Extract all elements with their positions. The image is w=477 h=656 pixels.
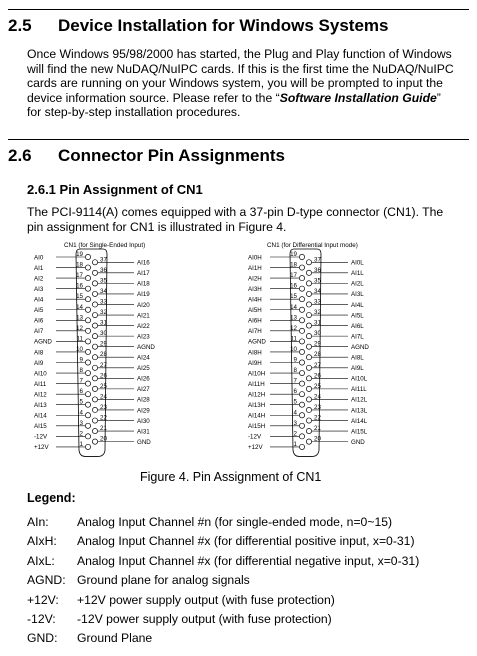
- pin-contact: [306, 270, 311, 275]
- pin-signal-label: AI27: [137, 386, 150, 394]
- legend-description: Ground plane for analog signals: [77, 573, 250, 588]
- pin-number: 24: [314, 393, 321, 401]
- section-number: 2.6: [8, 146, 32, 165]
- pin-contact: [306, 291, 311, 296]
- pin-signal-label: AI20: [137, 301, 150, 309]
- pin-signal-label: AI9L: [351, 365, 364, 373]
- pin-contact: [92, 418, 97, 423]
- legend-term: AIxH:: [27, 534, 57, 549]
- pin-contact: [85, 434, 90, 439]
- pin-number: 9: [79, 356, 83, 364]
- pin-contact: [85, 402, 90, 407]
- pin-contact: [92, 291, 97, 296]
- pin-number: 25: [314, 382, 321, 390]
- pin-signal-label: AI7: [34, 328, 44, 336]
- pin-signal-label: AI8: [34, 349, 44, 357]
- legend-term: AGND:: [27, 573, 66, 588]
- section-title: Device Installation for Windows Systems: [58, 16, 389, 35]
- pin-contact: [306, 323, 311, 328]
- pin-contact: [306, 365, 311, 370]
- pin-signal-label: AI22: [137, 322, 150, 330]
- pin-number: 10: [290, 345, 297, 353]
- pin-signal-label: AI10H: [248, 370, 266, 378]
- right-connector-caption: CN1 (for Differential Input mode): [267, 242, 358, 249]
- pin-signal-label: AI1: [34, 264, 44, 272]
- pin-signal-label: AI14L: [351, 417, 368, 425]
- pin-signal-label: AI2: [34, 275, 44, 283]
- pin-signal-label: AI15: [34, 423, 47, 431]
- connector-single-ended: [34, 249, 155, 456]
- pin-signal-label: AI5: [34, 307, 44, 315]
- pin-signal-label: AGND: [248, 338, 266, 346]
- pin-number: 7: [293, 377, 297, 385]
- pin-contact: [299, 444, 304, 449]
- pin-contact: [85, 265, 90, 270]
- pin-signal-label: AI11: [34, 380, 47, 388]
- pin-number: 9: [293, 356, 297, 364]
- pin-number: 7: [79, 377, 83, 385]
- pin-signal-label: GND: [137, 438, 151, 446]
- pin-contact: [306, 355, 311, 360]
- pin-number: 30: [314, 330, 321, 338]
- pin-number: 36: [314, 266, 321, 274]
- pin-contact: [85, 286, 90, 291]
- pin-contact: [92, 428, 97, 433]
- pin-contact: [306, 386, 311, 391]
- pin-signal-label: AI17: [137, 270, 150, 278]
- pin-signal-label: AI0L: [351, 259, 364, 267]
- legend-description: +12V power supply output (with fuse protection): [77, 592, 335, 607]
- pin-number: 2: [293, 430, 297, 438]
- pin-signal-label: AI23: [137, 333, 150, 341]
- pin-number: 27: [314, 361, 321, 369]
- pin-signal-label: AI2L: [351, 280, 364, 288]
- pin-contact: [85, 444, 90, 449]
- pin-contact: [306, 260, 311, 265]
- pin-signal-label: AI6L: [351, 322, 364, 330]
- legend-description: Analog Input Channel #x (for differential negative input, x=0-31): [77, 553, 420, 568]
- pin-signal-label: AI9H: [248, 359, 262, 367]
- pin-number: 27: [100, 361, 107, 369]
- pin-contact: [299, 381, 304, 386]
- pin-number: 18: [76, 261, 83, 269]
- pin-number: 11: [290, 335, 297, 343]
- section-2-6-heading: [8, 146, 285, 166]
- legend-description: Analog Input Channel #n (for single-ended mode, n=0~15): [77, 515, 393, 529]
- pin-number: 12: [76, 324, 83, 332]
- pin-contact: [306, 376, 311, 381]
- pin-contact: [92, 323, 97, 328]
- pin-signal-label: AI30: [137, 417, 150, 425]
- pin-contact: [92, 397, 97, 402]
- pin-contact: [299, 276, 304, 281]
- pin-contact: [92, 334, 97, 339]
- pin-signal-label: AI21: [137, 312, 150, 320]
- pin-signal-label: AGND: [351, 343, 369, 351]
- pin-signal-label: AI4: [34, 296, 44, 304]
- pin-signal-label: AI7L: [351, 333, 364, 341]
- pin-signal-label: AI3L: [351, 291, 364, 299]
- pin-contact: [92, 439, 97, 444]
- pin-contact: [299, 370, 304, 375]
- pin-number: 1: [79, 440, 83, 448]
- pin-number: 32: [100, 309, 107, 317]
- pin-signal-label: AI24: [137, 354, 150, 362]
- pin-number: 15: [76, 293, 83, 301]
- pin-signal-label: AI31: [137, 428, 150, 436]
- pin-number: 14: [76, 303, 83, 311]
- pin-signal-label: AI7H: [248, 328, 262, 336]
- pin-contact: [306, 334, 311, 339]
- pin-signal-label: AI26: [137, 375, 150, 383]
- pin-number: 26: [100, 372, 107, 380]
- pin-signal-label: AI3: [34, 285, 44, 293]
- pin-signal-label: AI14: [34, 412, 47, 420]
- paragraph-text: ”: [436, 90, 441, 105]
- pin-signal-label: -12V: [34, 433, 48, 441]
- pin-contact: [85, 318, 90, 323]
- pin-signal-label: AI25: [137, 365, 150, 373]
- pin-contact: [85, 370, 90, 375]
- pin-number: 20: [100, 435, 107, 443]
- pin-signal-label: -12V: [248, 433, 262, 441]
- pin-contact: [92, 376, 97, 381]
- pin-contact: [299, 392, 304, 397]
- pin-signal-label: AI6H: [248, 317, 262, 325]
- pin-number: 2: [79, 430, 83, 438]
- pin-number: 14: [290, 303, 297, 311]
- pin-contact: [299, 328, 304, 333]
- pin-signal-label: AI15L: [351, 428, 368, 436]
- pin-contact: [92, 365, 97, 370]
- figure-caption: Figure 4. Pin Assignment of CN1: [140, 470, 322, 484]
- pin-assignment-figure: [0, 238, 477, 468]
- pin-contact: [85, 381, 90, 386]
- pin-signal-label: AI10L: [351, 375, 368, 383]
- section-2-5-paragraph: [27, 47, 469, 120]
- pin-number: 6: [79, 388, 83, 396]
- pin-signal-label: AI0: [34, 254, 44, 262]
- pin-number: 31: [314, 319, 321, 327]
- pin-contact: [85, 254, 90, 259]
- pin-number: 4: [293, 409, 297, 417]
- pin-number: 6: [293, 388, 297, 396]
- pin-contact: [299, 265, 304, 270]
- pin-signal-label: AI19: [137, 291, 150, 299]
- legend-term: -12V:: [27, 612, 56, 626]
- pin-contact: [85, 392, 90, 397]
- pin-number: 36: [100, 266, 107, 274]
- pin-contact: [299, 254, 304, 259]
- pin-signal-label: AI14H: [248, 412, 266, 420]
- pin-number: 8: [79, 367, 83, 375]
- pin-number: 5: [79, 398, 83, 406]
- pin-number: 33: [100, 298, 107, 306]
- pin-contact: [85, 423, 90, 428]
- pin-contact: [299, 297, 304, 302]
- pin-contact: [306, 302, 311, 307]
- pin-number: 25: [100, 382, 107, 390]
- pin-signal-label: AI11L: [351, 386, 367, 394]
- pin-number: 35: [100, 277, 107, 285]
- pin-contact: [299, 423, 304, 428]
- pin-number: 11: [76, 335, 83, 343]
- pin-signal-label: AGND: [34, 338, 52, 346]
- pin-contact: [299, 413, 304, 418]
- paragraph-text: device information source. Please refer to the “: [27, 90, 280, 105]
- pin-signal-label: AI6: [34, 317, 44, 325]
- pin-number: 23: [100, 403, 107, 411]
- pin-number: 17: [76, 272, 83, 280]
- pin-signal-label: AI8H: [248, 349, 262, 357]
- pin-number: 33: [314, 298, 321, 306]
- legend-title: Legend:: [27, 491, 76, 505]
- pin-number: 29: [100, 340, 107, 348]
- pin-number: 21: [314, 425, 321, 433]
- pin-signal-label: AI1H: [248, 264, 262, 272]
- pin-signal-label: AI1L: [351, 270, 364, 278]
- pin-signal-label: AI16: [137, 259, 150, 267]
- pin-signal-label: AI13L: [351, 407, 368, 415]
- pin-signal-label: AI3H: [248, 285, 262, 293]
- legend-description: Ground Plane: [77, 631, 153, 646]
- pin-contact: [306, 439, 311, 444]
- pin-signal-label: AI5L: [351, 312, 364, 320]
- paragraph-line: Once Windows 95/98/2000 has started, the Plug and Play function of Windows: [27, 47, 452, 61]
- pin-signal-label: AI12L: [351, 396, 368, 404]
- connector-differential: [248, 249, 369, 456]
- section-rule: [8, 139, 469, 140]
- pin-signal-label: AGND: [137, 343, 155, 351]
- legend-description: Analog Input Channel #x (for differential positive input, x=0-31): [77, 534, 415, 549]
- pin-number: 8: [293, 367, 297, 375]
- pin-signal-label: AI13H: [248, 402, 266, 409]
- pin-number: 28: [100, 351, 107, 359]
- pin-contact: [306, 344, 311, 349]
- paragraph-line: will find the new NuDAQ/NuIPC cards. If this is the first time the NuDAQ/NuIPC: [27, 61, 454, 76]
- pin-contact: [92, 355, 97, 360]
- legend-term: GND:: [27, 631, 58, 646]
- paragraph-line: pin assignment for CN1 is illustrated in Figure 4.: [27, 219, 287, 234]
- pin-contact: [306, 397, 311, 402]
- section-number: 2.5: [8, 16, 32, 35]
- pin-contact: [85, 307, 90, 312]
- pin-number: 19: [76, 251, 83, 258]
- section-title: Connector Pin Assignments: [58, 146, 286, 165]
- pin-contact: [299, 318, 304, 323]
- pin-contact: [299, 339, 304, 344]
- pin-number: 15: [290, 293, 297, 301]
- pin-signal-label: AI15H: [248, 423, 266, 431]
- pin-signal-label: AI8L: [351, 354, 364, 362]
- pin-number: 12: [290, 324, 297, 332]
- pin-contact: [92, 281, 97, 286]
- pin-signal-label: AI28: [137, 396, 150, 404]
- pin-signal-label: AI5H: [248, 307, 262, 315]
- legend-term: AIxL:: [27, 553, 55, 568]
- pin-number: 4: [79, 409, 83, 417]
- pin-signal-label: AI4H: [248, 296, 262, 304]
- pin-contact: [299, 349, 304, 354]
- pin-number: 28: [314, 351, 321, 359]
- pin-number: 16: [76, 282, 83, 290]
- pin-contact: [299, 434, 304, 439]
- pin-contact: [92, 312, 97, 317]
- pin-contact: [92, 386, 97, 391]
- pin-number: 13: [76, 314, 83, 322]
- pin-signal-label: AI0H: [248, 254, 262, 262]
- pin-number: 26: [314, 372, 321, 380]
- pin-contact: [92, 407, 97, 412]
- legend-description: -12V power supply output (with fuse protection): [77, 612, 332, 626]
- pin-number: 31: [100, 319, 107, 327]
- pin-number: 22: [314, 414, 321, 422]
- pin-number: 13: [290, 314, 297, 322]
- pin-contact: [92, 260, 97, 265]
- paragraph-line: cards are running on your Windows system, you will be prompted to input the: [27, 76, 443, 91]
- paragraph-line: [27, 91, 469, 106]
- pin-signal-label: AI11H: [248, 380, 265, 388]
- section-2-6-1-paragraph: [27, 205, 469, 234]
- pin-signal-label: AI13: [34, 402, 47, 409]
- pin-contact: [92, 302, 97, 307]
- pin-number: 1: [293, 440, 297, 448]
- pin-contact: [299, 402, 304, 407]
- pin-contact: [85, 349, 90, 354]
- paragraph-line: for step-by-step installation procedures.: [27, 105, 241, 120]
- pin-number: 5: [293, 398, 297, 406]
- pin-contact: [306, 418, 311, 423]
- pin-number: 35: [314, 277, 321, 285]
- pin-signal-label: GND: [351, 438, 365, 446]
- pin-number: 18: [290, 261, 297, 269]
- pin-signal-label: +12V: [34, 444, 49, 452]
- pin-contact: [306, 312, 311, 317]
- pin-number: 29: [314, 340, 321, 348]
- pin-number: 22: [100, 414, 107, 422]
- pin-number: 32: [314, 309, 321, 317]
- pin-number: 24: [100, 393, 107, 401]
- pin-signal-label: AI9: [34, 359, 44, 367]
- pin-contact: [85, 276, 90, 281]
- pin-contact: [85, 413, 90, 418]
- legend-term: +12V:: [27, 592, 59, 607]
- pin-contact: [299, 360, 304, 365]
- pin-number: 10: [76, 345, 83, 353]
- pin-signal-label: AI29: [137, 407, 150, 415]
- pin-number: 34: [314, 287, 321, 295]
- pin-number: 21: [100, 425, 107, 433]
- pin-number: 16: [290, 282, 297, 290]
- pin-number: 34: [100, 287, 107, 295]
- pin-signal-label: AI18: [137, 280, 150, 288]
- pin-signal-label: AI2H: [248, 275, 262, 283]
- pin-number: 37: [314, 256, 321, 264]
- pin-signal-label: AI12H: [248, 391, 266, 399]
- pin-number: 17: [290, 272, 297, 280]
- top-rule: [8, 9, 469, 10]
- pin-contact: [85, 328, 90, 333]
- pin-contact: [85, 297, 90, 302]
- pin-contact: [92, 270, 97, 275]
- pin-signal-label: +12V: [248, 444, 263, 452]
- paragraph-line: The PCI-9114(A) comes equipped with a 37-pin D-type connector (CN1). The: [27, 205, 444, 219]
- section-2-6-1-heading: 2.6.1 Pin Assignment of CN1: [27, 182, 203, 197]
- pin-number: 3: [79, 419, 83, 427]
- pin-contact: [306, 407, 311, 412]
- pin-signal-label: AI4L: [351, 301, 364, 309]
- pin-number: 20: [314, 435, 321, 443]
- pin-contact: [306, 281, 311, 286]
- pin-contact: [306, 428, 311, 433]
- pin-contact: [85, 339, 90, 344]
- pin-contact: [299, 307, 304, 312]
- pin-number: 37: [100, 256, 107, 264]
- section-2-5-heading: [8, 16, 389, 36]
- pin-number: 30: [100, 330, 107, 338]
- pin-contact: [92, 344, 97, 349]
- pin-contact: [299, 286, 304, 291]
- pin-number: 19: [290, 251, 297, 258]
- pin-contact: [85, 360, 90, 365]
- pin-signal-label: AI10: [34, 370, 47, 378]
- pin-number: 23: [314, 403, 321, 411]
- pin-number: 3: [293, 419, 297, 427]
- software-guide-reference: Software Installation Guide: [279, 90, 437, 105]
- left-connector-caption: CN1 (for Single-Ended Input): [64, 242, 146, 249]
- pin-signal-label: AI12: [34, 391, 47, 399]
- legend-term: AIn:: [27, 515, 49, 529]
